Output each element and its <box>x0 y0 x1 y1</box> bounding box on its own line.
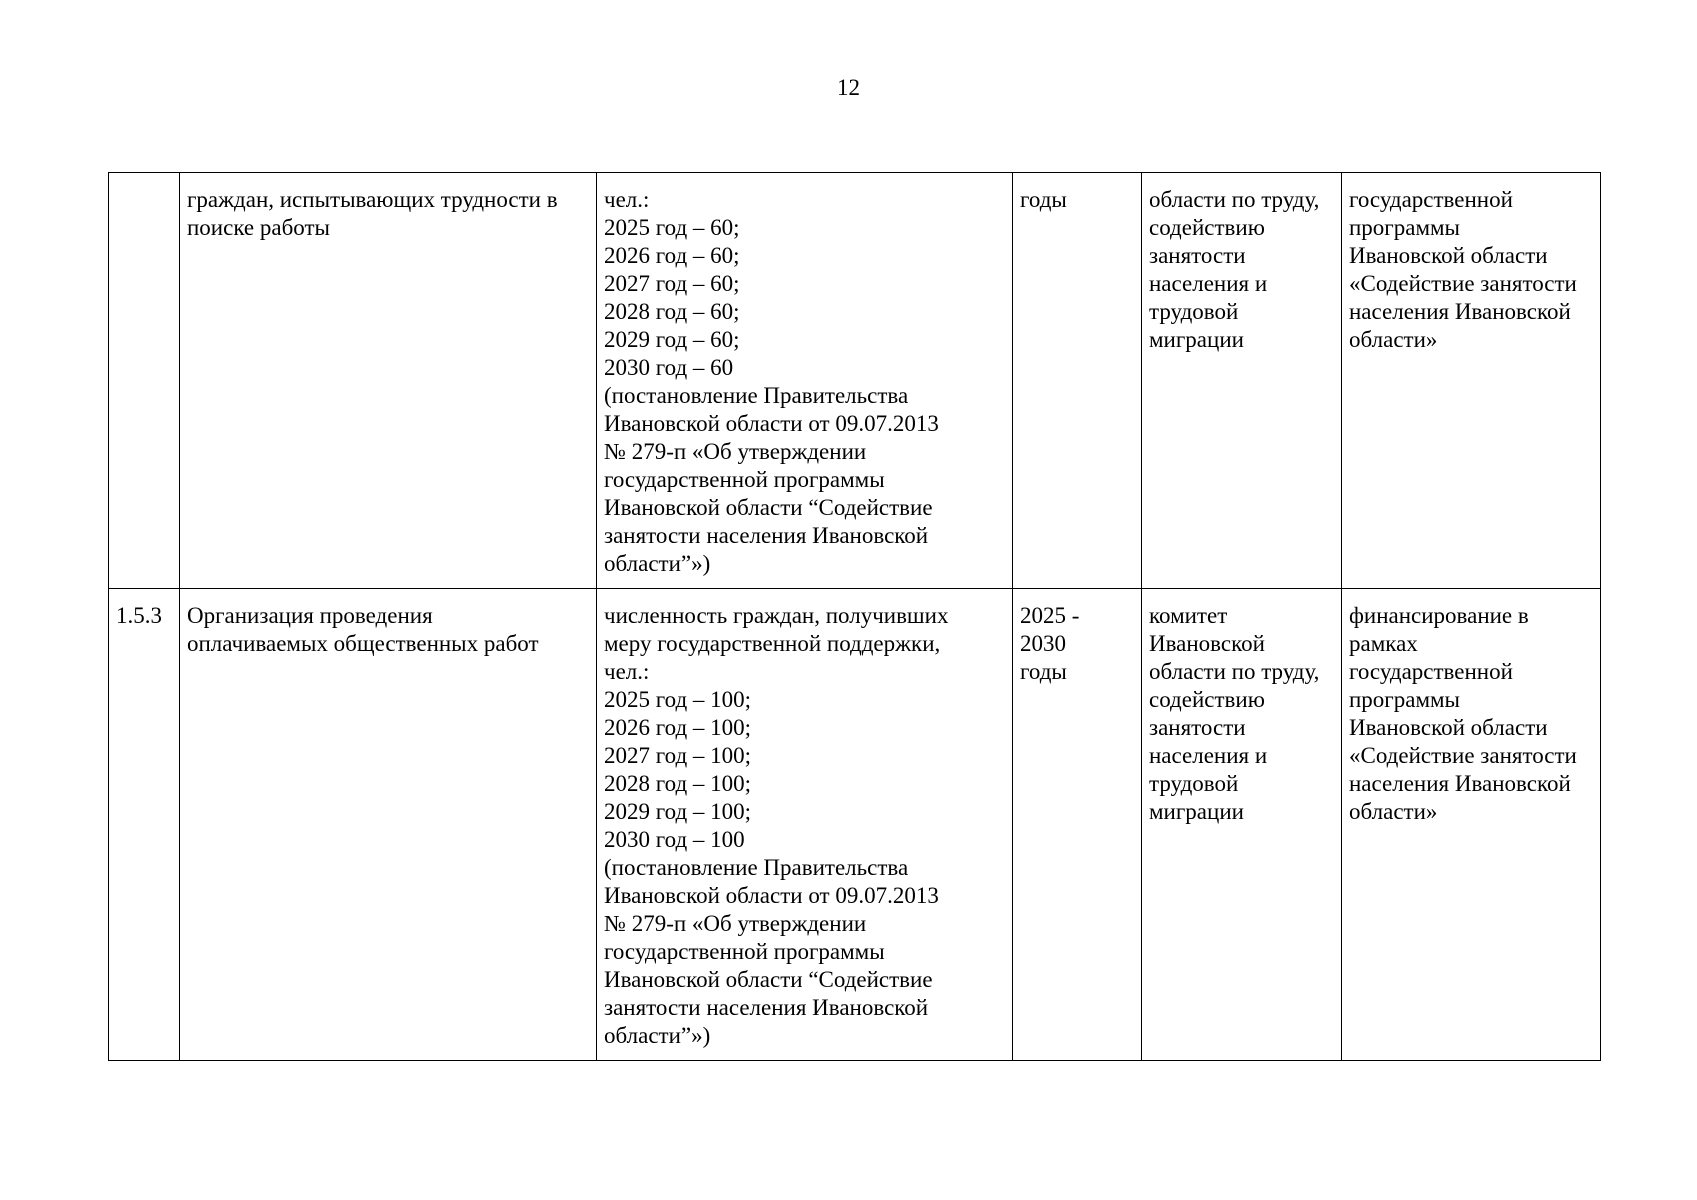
measures-table <box>108 172 1601 1061</box>
cell-executor: области по труду, содействию занятости населения и трудовой миграции <box>1142 173 1342 589</box>
cell-number <box>109 173 180 589</box>
cell-indicator: численность граждан, получивших меру государственной поддержки, чел.: 2025 год – 100; 2026 год – 100; 2027 год – 100; 2028 год – 100; 2029 год – 100; 2030 год – 100 (постановление Правительства Ивановской области от 09.07.2013 № 279-п «Об утверждении государственной программы Ивановской области “Содействие занятости населения Ивановской области”») <box>597 589 1013 1061</box>
cell-financing: государственной программы Ивановской области «Содействие занятости населения Ивановской области» <box>1342 173 1601 589</box>
cell-number: 1.5.3 <box>109 589 180 1061</box>
cell-period: 2025 - 2030 годы <box>1013 589 1142 1061</box>
cell-financing: финансирование в рамках государственной программы Ивановской области «Содействие занятости населения Ивановской области» <box>1342 589 1601 1061</box>
cell-event: Организация проведения оплачиваемых общественных работ <box>180 589 597 1061</box>
table-row <box>109 173 1601 589</box>
page-number: 12 <box>837 75 860 100</box>
cell-executor: комитет Ивановской области по труду, содействию занятости населения и трудовой миграции <box>1142 589 1342 1061</box>
table-row <box>109 589 1601 1061</box>
cell-period: годы <box>1013 173 1142 589</box>
cell-indicator: чел.: 2025 год – 60; 2026 год – 60; 2027 год – 60; 2028 год – 60; 2029 год – 60; 2030 год – 60 (постановление Правительства Ивановской области от 09.07.2013 № 279-п «Об утверждении государственной программы Ивановской области “Содействие занятости населения Ивановской области”») <box>597 173 1013 589</box>
cell-event: граждан, испытывающих трудности в поиске работы <box>180 173 597 589</box>
